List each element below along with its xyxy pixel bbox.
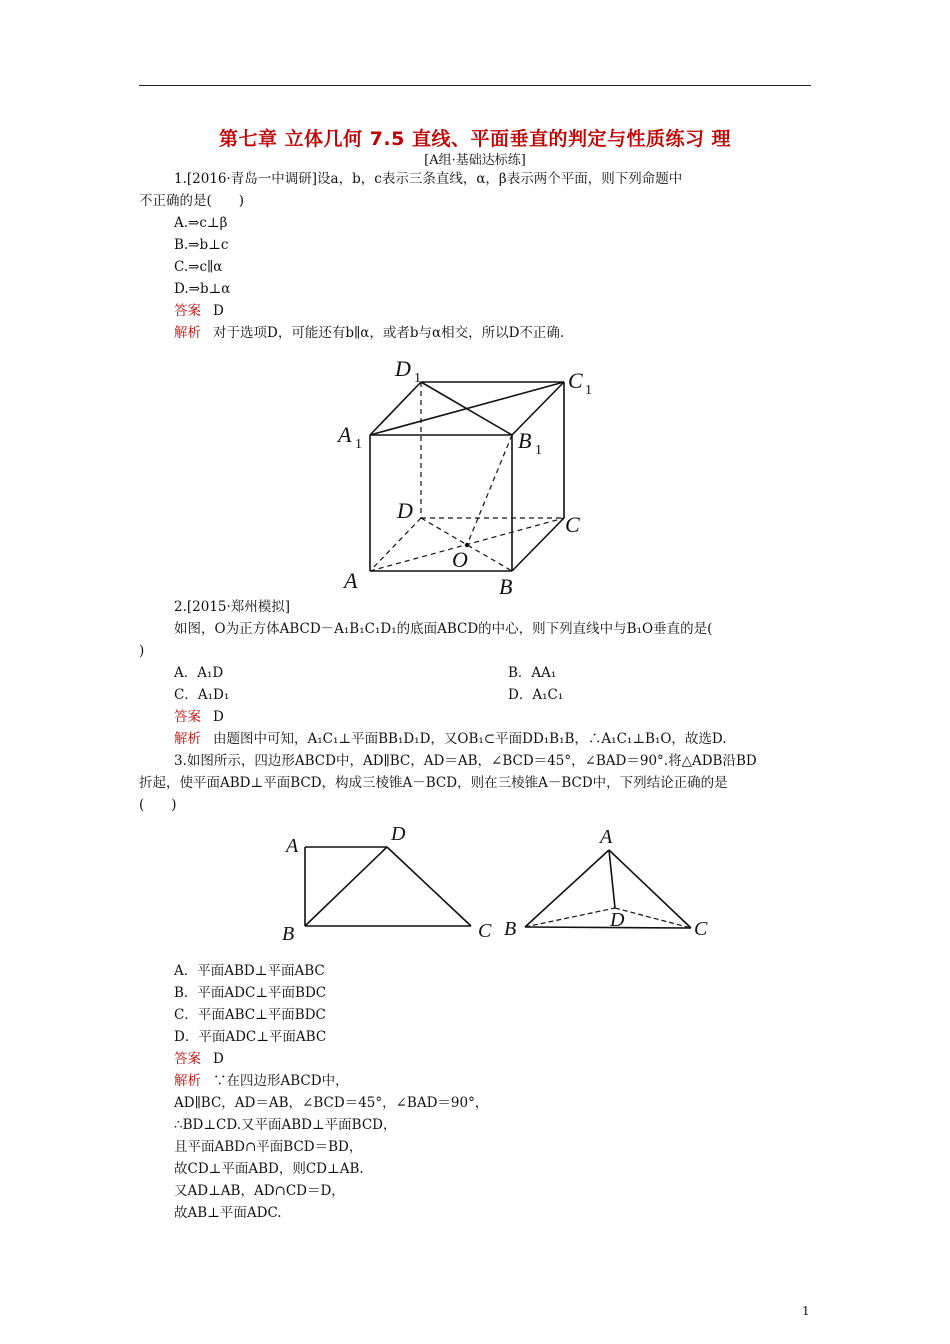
label-A1: A	[338, 422, 352, 447]
answer-label: 答案	[174, 303, 201, 319]
analysis-text: 对于选项D，可能还有b∥α，或者b与α相交，所以D不正确.	[213, 325, 565, 341]
q1-option-b: B.⇒b⊥c	[174, 237, 229, 253]
header-rule	[139, 85, 811, 86]
label-C: C	[478, 920, 492, 942]
q2-option-d: D．A₁C₁	[508, 687, 564, 703]
label-B: B	[499, 574, 513, 599]
analysis-line: 又AD⊥AB，AD∩CD＝D，	[174, 1183, 345, 1199]
analysis-line: 故CD⊥平面ABD，则CD⊥AB.	[174, 1161, 364, 1177]
answer-label: 答案	[174, 709, 201, 725]
page-title: 第七章 立体几何 7.5 直线、平面垂直的判定与性质练习 理	[218, 128, 732, 150]
answer-value: D	[213, 1051, 224, 1067]
cube-figure	[330, 352, 610, 602]
q3-analysis	[174, 1071, 349, 1091]
analysis-line: 故AB⊥平面ADC.	[174, 1205, 282, 1221]
label-A: A	[286, 835, 299, 857]
sub-B1: 1	[535, 443, 542, 458]
q2-header: 2.[2015·郑州模拟]	[174, 599, 291, 615]
q1-line2: 不正确的是( )	[139, 193, 245, 209]
analysis-line: ∵在四边形ABCD中，	[213, 1073, 349, 1089]
quadrilateral-figure	[280, 818, 500, 948]
q2-answer	[174, 707, 224, 727]
label-D: D	[397, 498, 413, 523]
label-A: A	[600, 826, 613, 848]
label-B: B	[282, 923, 295, 945]
analysis-line: 且平面ABD∩平面BCD＝BD，	[174, 1139, 363, 1155]
analysis-label: 解析	[174, 1073, 201, 1089]
q2-option-b: B．AA₁	[508, 665, 557, 681]
q1-answer	[174, 301, 224, 321]
q3-line2: 折起，使平面ABD⊥平面BCD，构成三棱锥A－BCD，则在三棱锥A－BCD中，下列结论正确的是	[139, 775, 728, 791]
label-A: A	[344, 568, 358, 593]
sub-C1: 1	[585, 383, 592, 398]
label-C: C	[694, 918, 708, 940]
q1-option-d: D.⇒b⊥α	[174, 281, 231, 297]
q1-option-c: C.⇒c∥α	[174, 259, 223, 275]
q2-line2: )	[139, 643, 145, 659]
answer-value: D	[213, 709, 224, 725]
label-D: D	[610, 909, 625, 931]
analysis-line: AD∥BC，AD＝AB，∠BCD＝45°，∠BAD＝90°，	[174, 1095, 489, 1111]
analysis-text: 由题图中可知，A₁C₁⊥平面BB₁D₁D，又OB₁⊂平面DD₁B₁B，∴A₁C₁⊥B₁O，故选D.	[213, 731, 727, 747]
q2-option-c: C．A₁D₁	[174, 687, 230, 703]
sub-A1: 1	[355, 437, 362, 452]
q3-line3: ( )	[139, 797, 177, 813]
q3-option-c: C．平面ABC⊥平面BDC	[174, 1007, 326, 1023]
section-subtitle: [A组·基础达标练]	[424, 153, 526, 168]
q2-option-a: A．A₁D	[174, 665, 224, 681]
q1-analysis	[174, 323, 564, 343]
label-D: D	[391, 823, 406, 845]
q1-option-a: A.⇒c⊥β	[174, 215, 228, 231]
q3-answer	[174, 1049, 224, 1069]
label-C: C	[565, 512, 580, 537]
label-O: O	[452, 547, 468, 572]
sub-D1: 1	[414, 371, 421, 386]
analysis-label: 解析	[174, 731, 201, 747]
answer-label: 答案	[174, 1051, 201, 1067]
q3-option-b: B．平面ADC⊥平面BDC	[174, 985, 327, 1001]
label-B1: B	[518, 428, 532, 453]
pyramid-figure	[500, 818, 720, 948]
label-C1: C	[568, 368, 583, 393]
label-B: B	[504, 918, 517, 940]
q2-analysis	[174, 729, 727, 749]
page-number: 1	[802, 1304, 810, 1318]
q3-option-a: A．平面ABD⊥平面ABC	[174, 963, 325, 979]
q2-line1: 如图，O为正方体ABCD－A₁B₁C₁D₁的底面ABCD的中心，则下列直线中与B₁O垂直的是(	[174, 621, 713, 637]
label-D1: D	[395, 356, 411, 381]
q3-option-d: D．平面ADC⊥平面ABC	[174, 1029, 327, 1045]
answer-value: D	[213, 303, 224, 319]
q3-line1: 3.如图所示，四边形ABCD中，AD∥BC，AD＝AB，∠BCD＝45°，∠BAD＝90°.将△ADB沿BD	[174, 753, 757, 769]
analysis-label: 解析	[174, 325, 201, 341]
q1-line1: 1.[2016·青岛一中调研]设a，b，c表示三条直线，α，β表示两个平面，则下列命题中	[174, 171, 683, 187]
analysis-line: ∴BD⊥CD.又平面ABD⊥平面BCD，	[174, 1117, 397, 1133]
